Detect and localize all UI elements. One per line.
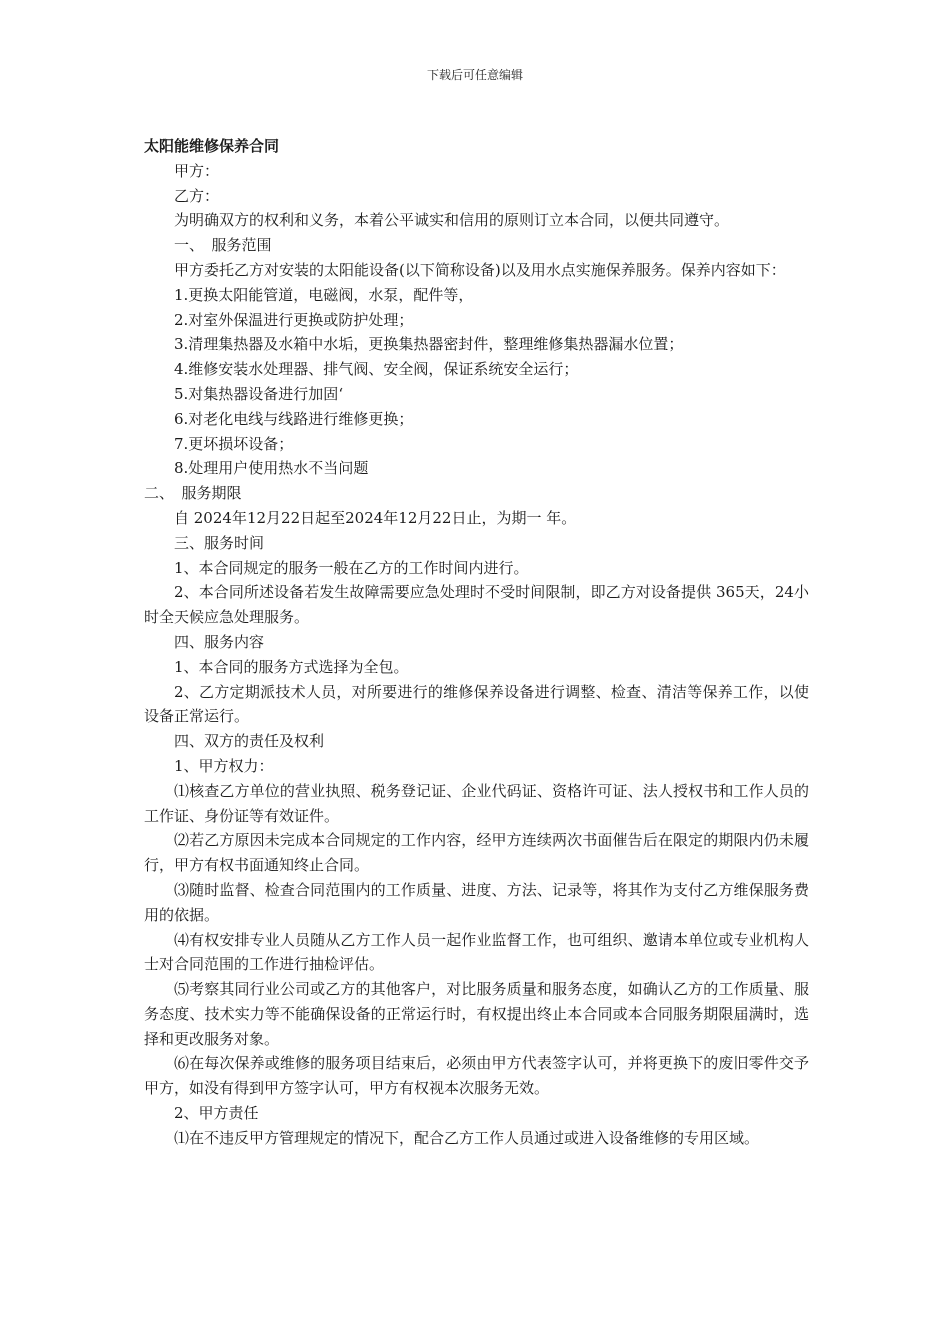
- paragraph: 3.清理集热器及水箱中水垢，更换集热器密封件，整理维修集热器漏水位置；: [174, 335, 684, 354]
- paragraph: 四、服务内容: [174, 632, 265, 651]
- paragraph: 三、服务时间: [174, 533, 265, 552]
- paragraph: 7.更坏损坏设备；: [174, 434, 294, 453]
- paragraph: 1、本合同规定的服务一般在乙方的工作时间内进行。: [174, 558, 529, 577]
- paragraph: 为明确双方的权利和义务，本着公平诚实和信用的原则订立本合同，以便共同遵守。: [174, 211, 730, 230]
- paragraph: 二、 服务期限: [144, 484, 242, 503]
- paragraph: ⑶随时监督、检查合同范围内的工作质量、进度、方法、记录等，将其作为支付乙方维保服务费用的依据。: [144, 880, 809, 924]
- paragraph: 5.对集热器设备进行加固‘: [174, 384, 344, 403]
- paragraph: 1、本合同的服务方式选择为全包。: [174, 657, 409, 676]
- paragraph: 四、双方的责任及权利: [174, 732, 325, 751]
- paragraph: 2、乙方定期派技术人员，对所要进行的维修保养设备进行调整、检查、清洁等保养工作，以使设备正常运行。: [144, 682, 809, 726]
- paragraph: 自 2024年12月22日起至2024年12月22日止，为期一 年。: [174, 508, 577, 527]
- contract-title: 太阳能维修保养合同: [144, 137, 280, 155]
- paragraph: 甲方：: [174, 161, 220, 180]
- paragraph: 乙方：: [174, 186, 220, 205]
- paragraph: ⑵若乙方原因未完成本合同规定的工作内容，经甲方连续两次书面催告后在限定的期限内仍未履行，甲方有权书面通知终止合同。: [144, 831, 809, 875]
- paragraph-list: [144, 159, 809, 1151]
- paragraph: 4.维修安装水处理器、排气阀、安全阀，保证系统安全运行；: [174, 360, 579, 379]
- paragraph: 一、 服务范围: [174, 236, 272, 255]
- paragraph: 甲方委托乙方对安装的太阳能设备(以下简称设备)以及用水点实施保养服务。保养内容如下：: [174, 260, 786, 279]
- paragraph: 2、本合同所述设备若发生故障需要应急处理时不受时间限制，即乙方对设备提供 365天，24小时全天候应急处理服务。: [144, 583, 809, 627]
- paragraph: ⑴在不违反甲方管理规定的情况下，配合乙方工作人员通过或进入设备维修的专用区域。: [174, 1128, 760, 1147]
- paragraph: ⑹在每次保养或维修的服务项目结束后，必须由甲方代表签字认可，并将更换下的废旧零件交予甲方，如没有得到甲方签字认可，甲方有权视本次服务无效。: [144, 1054, 809, 1098]
- paragraph: 6.对老化电线与线路进行维修更换；: [174, 409, 414, 428]
- paragraph: ⑴核查乙方单位的营业执照、税务登记证、企业代码证、资格许可证、法人授权书和工作人员的工作证、身份证等有效证件。: [144, 781, 809, 825]
- paragraph: 8.处理用户使用热水不当问题: [174, 459, 369, 478]
- paragraph: ⑸考察其同行业公司或乙方的其他客户，对比服务质量和服务态度，如确认乙方的工作质量、服务态度、技术实力等不能确保设备的正常运行时，有权提出终止本合同或本合同服务期限届满时，选择和更改服务对象。: [144, 980, 809, 1048]
- paragraph: 1.更换太阳能管道，电磁阀，水泵，配件等，: [174, 285, 474, 304]
- contract-body: [144, 134, 809, 1151]
- paragraph: 1、甲方权力：: [174, 756, 274, 775]
- paragraph: 2.对室外保温进行更换或防护处理；: [174, 310, 414, 329]
- paragraph: 2、甲方责任: [174, 1104, 259, 1123]
- header-note: 下载后可任意编辑: [426, 68, 523, 82]
- paragraph: ⑷有权安排专业人员随从乙方工作人员一起作业监督工作，也可组织、邀请本单位或专业机构人士对合同范围的工作进行抽检评估。: [144, 930, 809, 974]
